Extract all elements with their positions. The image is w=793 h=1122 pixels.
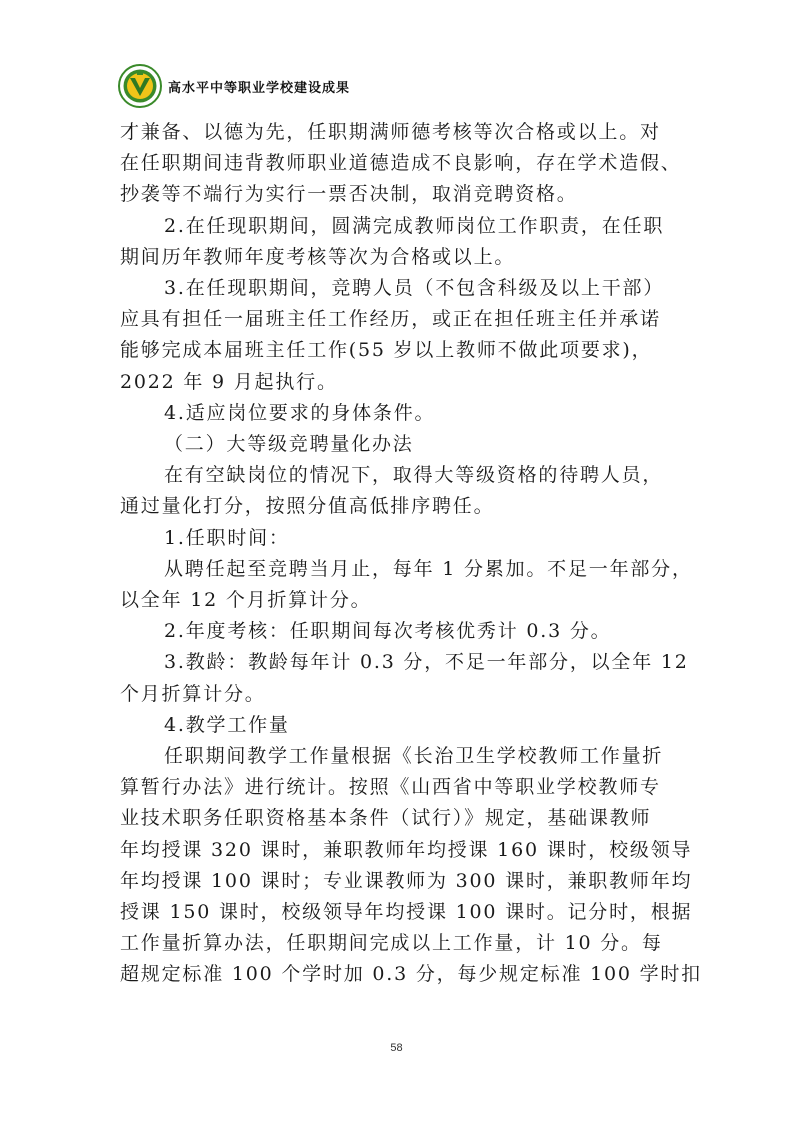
text-line: 2.年度考核：任职期间每次考核优秀计 0.3 分。 [164, 620, 612, 643]
page-number: 58 [390, 1042, 403, 1054]
text-line: 任职期间教学工作量根据《长治卫生学校教师工作量折 [164, 745, 664, 768]
header-title: 高水平中等职业学校建设成果 [168, 80, 351, 96]
text-line: 2022 年 9 月起执行。 [120, 370, 338, 393]
text-line: 期间历年教师年度考核等次为合格或以上。 [120, 245, 516, 268]
school-logo-icon [118, 64, 162, 108]
text-line: 年均授课 320 课时，兼职教师年均授课 160 课时，校级领导 [120, 838, 693, 861]
document-body [120, 117, 702, 991]
text-line: 以全年 12 个月折算计分。 [120, 589, 372, 612]
text-line: 授课 150 课时，校级领导年均授课 100 课时。记分时，根据 [120, 901, 693, 924]
section-heading: （二）大等级竞聘量化办法 [164, 433, 414, 456]
text-line: 4.适应岗位要求的身体条件。 [164, 401, 436, 424]
text-line: 年均授课 100 课时；专业课教师为 300 课时，兼职教师年均 [120, 869, 693, 892]
text-line: 2.在任现职期间，圆满完成教师岗位工作职责，在任职 [164, 214, 665, 237]
text-line: 工作量折算办法，任职期间完成以上工作量，计 10 分。每 [120, 932, 663, 955]
text-line: 个月折算计分。 [120, 682, 266, 705]
text-line: 在有空缺岗位的情况下，取得大等级资格的待聘人员， [164, 464, 664, 487]
text-line: 通过量化打分，按照分值高低排序聘任。 [120, 495, 495, 518]
text-line: 3.在任现职期间，竞聘人员（不包含科级及以上干部） [164, 277, 665, 300]
text-line: 业技术职务任职资格基本条件（试行）》规定，基础课教师 [120, 807, 652, 830]
text-line: 抄袭等不端行为实行一票否决制，取消竞聘资格。 [120, 183, 578, 206]
text-line: 算暂行办法》进行统计。按照《山西省中等职业学校教师专 [120, 776, 661, 799]
text-line: 3.教龄：教龄每年计 0.3 分，不足一年部分，以全年 12 [164, 651, 689, 674]
text-line: 从聘任起至竞聘当月止，每年 1 分累加。不足一年部分， [164, 557, 693, 580]
text-line: 4.教学工作量 [164, 713, 290, 736]
text-line: 能够完成本届班主任工作(55 岁以上教师不做此项要求)， [120, 339, 653, 362]
text-line: 才兼备、以德为先，任职期满师德考核等次合格或以上。对 [120, 121, 661, 143]
text-line: 在任职期间违背教师职业道德造成不良影响，存在学术造假、 [120, 152, 682, 175]
text-line: 应具有担任一届班主任工作经历，或正在担任班主任并承诺 [120, 308, 661, 331]
text-line: 超规定标准 100 个学时加 0.3 分，每少规定标准 100 学时扣 [120, 963, 702, 986]
text-line: 1.任职时间： [164, 526, 290, 549]
page-header [118, 64, 350, 108]
